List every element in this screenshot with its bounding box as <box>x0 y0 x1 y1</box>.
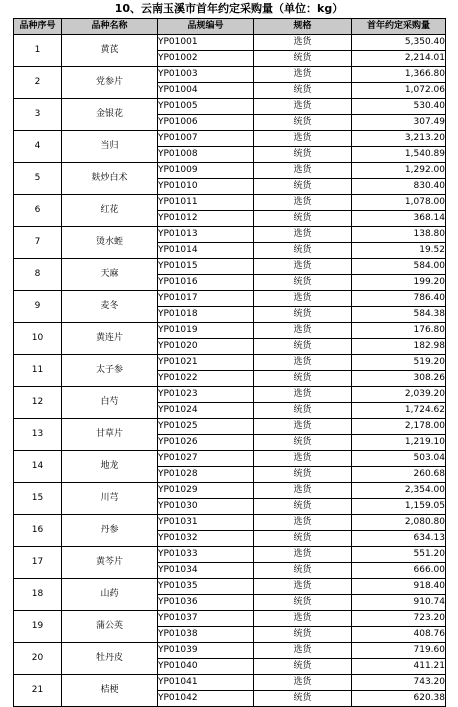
spec-cell: 选货 <box>254 611 352 627</box>
table-row <box>14 419 446 435</box>
product-code-cell: YP01010 <box>158 179 254 195</box>
product-code-cell: YP01006 <box>158 115 254 131</box>
variety-name-cell: 党参片 <box>62 67 158 99</box>
variety-seq-cell: 14 <box>14 451 62 483</box>
product-code-cell: YP01039 <box>158 643 254 659</box>
product-code-cell: YP01030 <box>158 499 254 515</box>
variety-seq-cell: 20 <box>14 643 62 675</box>
variety-name-cell: 烫水蛭 <box>62 227 158 259</box>
table-row <box>14 579 446 595</box>
variety-name-cell: 金银花 <box>62 99 158 131</box>
table-row <box>14 355 446 371</box>
quantity-cell: 918.40 <box>352 579 446 595</box>
product-code-cell: YP01004 <box>158 83 254 99</box>
spec-cell: 统货 <box>254 467 352 483</box>
table-row <box>14 675 446 691</box>
variety-seq-cell: 15 <box>14 483 62 515</box>
spec-cell: 选货 <box>254 67 352 83</box>
spec-cell: 选货 <box>254 419 352 435</box>
quantity-cell: 1,078.00 <box>352 195 446 211</box>
product-code-cell: YP01018 <box>158 307 254 323</box>
variety-seq-cell: 16 <box>14 515 62 547</box>
spec-cell: 统货 <box>254 115 352 131</box>
product-code-cell: YP01027 <box>158 451 254 467</box>
quantity-cell: 1,540.89 <box>352 147 446 163</box>
product-code-cell: YP01016 <box>158 275 254 291</box>
table-row <box>14 195 446 211</box>
variety-name-cell: 太子参 <box>62 355 158 387</box>
spec-cell: 统货 <box>254 499 352 515</box>
quantity-cell: 260.68 <box>352 467 446 483</box>
quantity-cell: 408.76 <box>352 627 446 643</box>
table-row <box>14 611 446 627</box>
spec-cell: 选货 <box>254 675 352 691</box>
variety-seq-cell: 7 <box>14 227 62 259</box>
product-code-cell: YP01017 <box>158 291 254 307</box>
spec-cell: 统货 <box>254 659 352 675</box>
product-code-cell: YP01013 <box>158 227 254 243</box>
variety-name-cell: 当归 <box>62 131 158 163</box>
procurement-table <box>13 18 446 707</box>
variety-name-cell: 甘草片 <box>62 419 158 451</box>
product-code-cell: YP01031 <box>158 515 254 531</box>
variety-name-cell: 麸炒白术 <box>62 163 158 195</box>
variety-name-cell: 黄连片 <box>62 323 158 355</box>
spec-cell: 统货 <box>254 211 352 227</box>
quantity-cell: 551.20 <box>352 547 446 563</box>
spec-cell: 统货 <box>254 307 352 323</box>
variety-seq-cell: 8 <box>14 259 62 291</box>
quantity-cell: 176.80 <box>352 323 446 339</box>
product-code-cell: YP01022 <box>158 371 254 387</box>
product-code-cell: YP01033 <box>158 547 254 563</box>
variety-seq-cell: 13 <box>14 419 62 451</box>
quantity-cell: 530.40 <box>352 99 446 115</box>
variety-seq-cell: 9 <box>14 291 62 323</box>
spec-cell: 统货 <box>254 371 352 387</box>
variety-name-cell: 地龙 <box>62 451 158 483</box>
quantity-cell: 519.20 <box>352 355 446 371</box>
variety-name-cell: 山药 <box>62 579 158 611</box>
product-code-cell: YP01020 <box>158 339 254 355</box>
product-code-cell: YP01028 <box>158 467 254 483</box>
header-code: 品规编号 <box>158 19 254 35</box>
variety-name-cell: 天麻 <box>62 259 158 291</box>
spec-cell: 选货 <box>254 99 352 115</box>
table-row <box>14 547 446 563</box>
quantity-cell: 2,080.80 <box>352 515 446 531</box>
spec-cell: 选货 <box>254 451 352 467</box>
table-row <box>14 323 446 339</box>
header-row <box>14 19 446 35</box>
header-seq: 品种序号 <box>14 19 62 35</box>
product-code-cell: YP01036 <box>158 595 254 611</box>
spec-cell: 统货 <box>254 243 352 259</box>
spec-cell: 统货 <box>254 627 352 643</box>
quantity-cell: 308.26 <box>352 371 446 387</box>
quantity-cell: 1,724.62 <box>352 403 446 419</box>
variety-name-cell: 红花 <box>62 195 158 227</box>
variety-seq-cell: 12 <box>14 387 62 419</box>
table-row <box>14 643 446 659</box>
variety-seq-cell: 18 <box>14 579 62 611</box>
product-code-cell: YP01037 <box>158 611 254 627</box>
spec-cell: 选货 <box>254 387 352 403</box>
spec-cell: 统货 <box>254 691 352 707</box>
quantity-cell: 1,072.06 <box>352 83 446 99</box>
product-code-cell: YP01014 <box>158 243 254 259</box>
variety-name-cell: 牡丹皮 <box>62 643 158 675</box>
spec-cell: 统货 <box>254 83 352 99</box>
variety-name-cell: 桔梗 <box>62 675 158 707</box>
quantity-cell: 503.04 <box>352 451 446 467</box>
spec-cell: 选货 <box>254 163 352 179</box>
spec-cell: 选货 <box>254 515 352 531</box>
spec-cell: 选货 <box>254 35 352 51</box>
quantity-cell: 368.14 <box>352 211 446 227</box>
product-code-cell: YP01003 <box>158 67 254 83</box>
spec-cell: 选货 <box>254 259 352 275</box>
variety-name-cell: 黄芪 <box>62 35 158 67</box>
product-code-cell: YP01005 <box>158 99 254 115</box>
product-code-cell: YP01023 <box>158 387 254 403</box>
variety-seq-cell: 6 <box>14 195 62 227</box>
quantity-cell: 2,214.01 <box>352 51 446 67</box>
table-row <box>14 291 446 307</box>
variety-name-cell: 黄芩片 <box>62 547 158 579</box>
header-qty: 首年约定采购量 <box>352 19 446 35</box>
variety-name-cell: 白芍 <box>62 387 158 419</box>
spec-cell: 统货 <box>254 179 352 195</box>
product-code-cell: YP01024 <box>158 403 254 419</box>
product-code-cell: YP01015 <box>158 259 254 275</box>
product-code-cell: YP01011 <box>158 195 254 211</box>
header-name: 品种名称 <box>62 19 158 35</box>
table-row <box>14 227 446 243</box>
variety-seq-cell: 10 <box>14 323 62 355</box>
table-body <box>14 35 446 707</box>
spec-cell: 选货 <box>254 131 352 147</box>
product-code-cell: YP01019 <box>158 323 254 339</box>
product-code-cell: YP01029 <box>158 483 254 499</box>
variety-seq-cell: 11 <box>14 355 62 387</box>
table-row <box>14 259 446 275</box>
product-code-cell: YP01040 <box>158 659 254 675</box>
spec-cell: 统货 <box>254 435 352 451</box>
quantity-cell: 910.74 <box>352 595 446 611</box>
product-code-cell: YP01032 <box>158 531 254 547</box>
quantity-cell: 199.20 <box>352 275 446 291</box>
product-code-cell: YP01038 <box>158 627 254 643</box>
table-row <box>14 163 446 179</box>
quantity-cell: 182.98 <box>352 339 446 355</box>
product-code-cell: YP01034 <box>158 563 254 579</box>
spec-cell: 统货 <box>254 339 352 355</box>
variety-seq-cell: 19 <box>14 611 62 643</box>
quantity-cell: 411.21 <box>352 659 446 675</box>
quantity-cell: 620.38 <box>352 691 446 707</box>
variety-seq-cell: 5 <box>14 163 62 195</box>
variety-name-cell: 蒲公英 <box>62 611 158 643</box>
product-code-cell: YP01012 <box>158 211 254 227</box>
spec-cell: 选货 <box>254 227 352 243</box>
variety-name-cell: 麦冬 <box>62 291 158 323</box>
quantity-cell: 1,159.05 <box>352 499 446 515</box>
header-spec: 规格 <box>254 19 352 35</box>
product-code-cell: YP01041 <box>158 675 254 691</box>
variety-seq-cell: 3 <box>14 99 62 131</box>
quantity-cell: 138.80 <box>352 227 446 243</box>
table-row <box>14 483 446 499</box>
spec-cell: 统货 <box>254 403 352 419</box>
product-code-cell: YP01001 <box>158 35 254 51</box>
spec-cell: 选货 <box>254 323 352 339</box>
quantity-cell: 1,366.80 <box>352 67 446 83</box>
table-row <box>14 515 446 531</box>
spec-cell: 选货 <box>254 483 352 499</box>
product-code-cell: YP01035 <box>158 579 254 595</box>
quantity-cell: 743.20 <box>352 675 446 691</box>
product-code-cell: YP01025 <box>158 419 254 435</box>
spec-cell: 统货 <box>254 51 352 67</box>
variety-seq-cell: 1 <box>14 35 62 67</box>
variety-seq-cell: 2 <box>14 67 62 99</box>
spec-cell: 统货 <box>254 563 352 579</box>
quantity-cell: 584.00 <box>352 259 446 275</box>
quantity-cell: 719.60 <box>352 643 446 659</box>
quantity-cell: 2,354.00 <box>352 483 446 499</box>
spec-cell: 选货 <box>254 547 352 563</box>
spec-cell: 统货 <box>254 275 352 291</box>
quantity-cell: 1,219.10 <box>352 435 446 451</box>
spec-cell: 选货 <box>254 195 352 211</box>
quantity-cell: 786.40 <box>352 291 446 307</box>
spec-cell: 选货 <box>254 355 352 371</box>
table-row <box>14 131 446 147</box>
quantity-cell: 307.49 <box>352 115 446 131</box>
table-row <box>14 451 446 467</box>
spec-cell: 统货 <box>254 147 352 163</box>
quantity-cell: 723.20 <box>352 611 446 627</box>
variety-seq-cell: 4 <box>14 131 62 163</box>
quantity-cell: 634.13 <box>352 531 446 547</box>
product-code-cell: YP01008 <box>158 147 254 163</box>
quantity-cell: 5,350.40 <box>352 35 446 51</box>
table-row <box>14 99 446 115</box>
product-code-cell: YP01021 <box>158 355 254 371</box>
spec-cell: 选货 <box>254 291 352 307</box>
variety-seq-cell: 21 <box>14 675 62 707</box>
quantity-cell: 19.52 <box>352 243 446 259</box>
product-code-cell: YP01026 <box>158 435 254 451</box>
product-code-cell: YP01009 <box>158 163 254 179</box>
spec-cell: 统货 <box>254 595 352 611</box>
variety-name-cell: 丹参 <box>62 515 158 547</box>
product-code-cell: YP01042 <box>158 691 254 707</box>
product-code-cell: YP01007 <box>158 131 254 147</box>
quantity-cell: 830.40 <box>352 179 446 195</box>
quantity-cell: 2,039.20 <box>352 387 446 403</box>
table-row <box>14 387 446 403</box>
table-title: 10、云南玉溪市首年约定采购量（单位：kg） <box>114 2 344 15</box>
spec-cell: 选货 <box>254 579 352 595</box>
quantity-cell: 666.00 <box>352 563 446 579</box>
quantity-cell: 3,213.20 <box>352 131 446 147</box>
quantity-cell: 2,178.00 <box>352 419 446 435</box>
quantity-cell: 584.38 <box>352 307 446 323</box>
spec-cell: 统货 <box>254 531 352 547</box>
quantity-cell: 1,292.00 <box>352 163 446 179</box>
product-code-cell: YP01002 <box>158 51 254 67</box>
variety-seq-cell: 17 <box>14 547 62 579</box>
table-row <box>14 67 446 83</box>
variety-name-cell: 川芎 <box>62 483 158 515</box>
table-row <box>14 35 446 51</box>
spec-cell: 选货 <box>254 643 352 659</box>
